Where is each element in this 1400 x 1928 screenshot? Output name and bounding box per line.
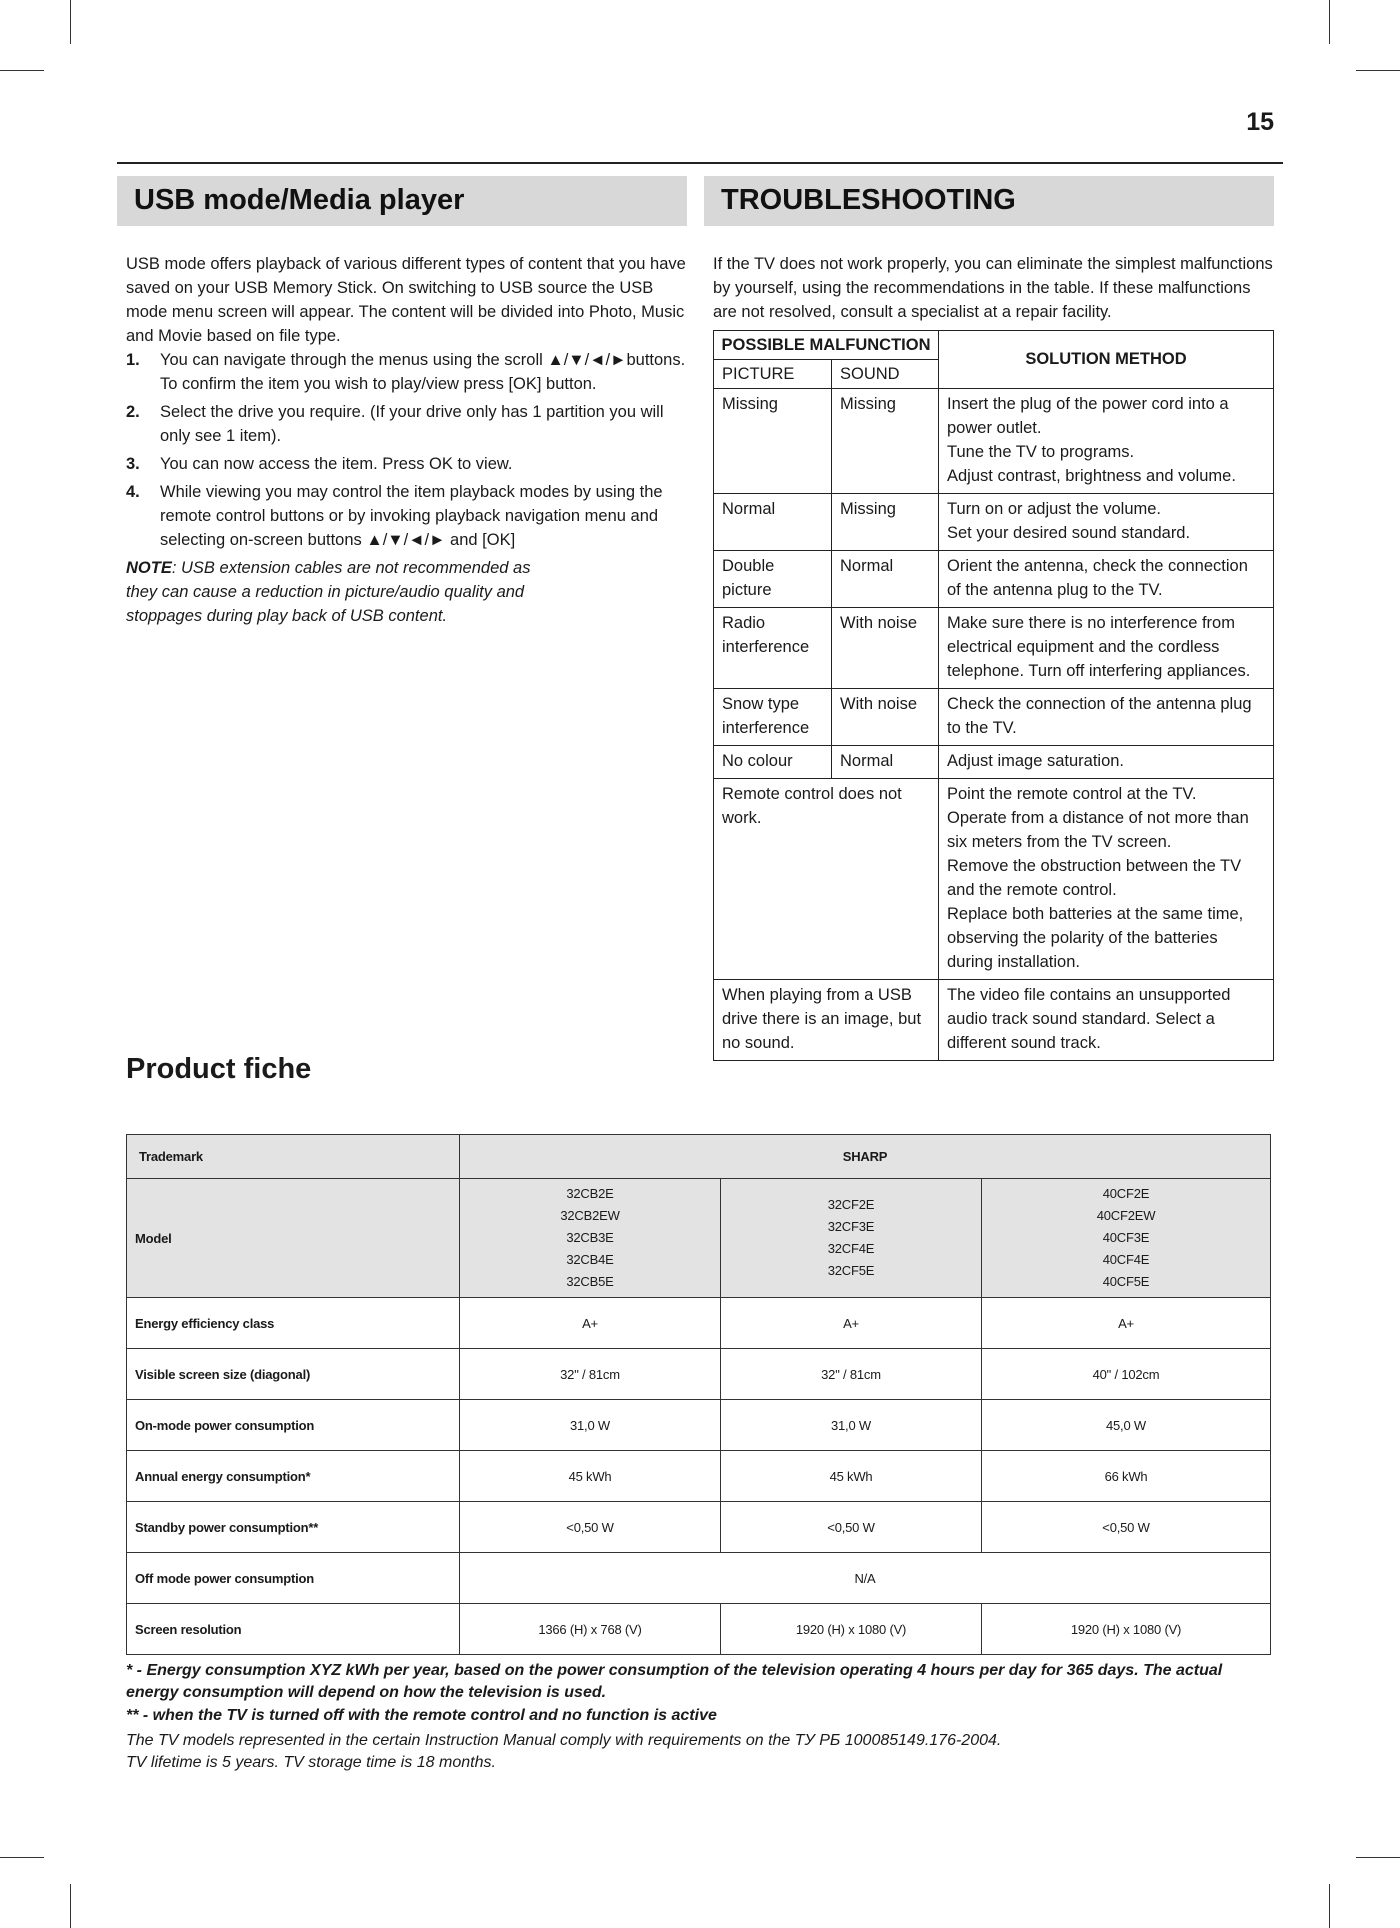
step-number: 3.	[126, 455, 140, 473]
spec-label: Energy efficiency class	[127, 1298, 460, 1349]
table-header-row	[714, 331, 1274, 360]
model-cell: 32CB2E 32CB2EW 32CB3E 32CB4E 32CB5E	[460, 1179, 721, 1298]
product-fiche-table	[126, 1134, 1271, 1655]
table-row	[714, 389, 1274, 494]
spec-value: A+	[982, 1298, 1271, 1349]
footnote-annual-energy: * - Energy consumption XYZ kWh per year, based on the power consumption of the television operating 4 hours per day for 365 days. The actual energy consumption will depend on how the television is used.	[126, 1662, 1223, 1701]
sound-cell: Normal	[832, 746, 939, 779]
picture-cell: No colour	[714, 746, 832, 779]
step-number: 4.	[126, 483, 140, 501]
spec-value: 66 kWh	[982, 1451, 1271, 1502]
table-row	[714, 494, 1274, 551]
crop-mark	[1329, 0, 1330, 44]
spec-label: Standby power consumption**	[127, 1502, 460, 1553]
model-cell: 40CF2E 40CF2EW 40CF3E 40CF4E 40CF5E	[982, 1179, 1271, 1298]
spec-value: A+	[460, 1298, 721, 1349]
sound-cell: Missing	[832, 494, 939, 551]
table-row	[714, 980, 1274, 1061]
crop-mark	[70, 1884, 71, 1928]
table-row	[714, 608, 1274, 689]
usb-note	[126, 556, 546, 628]
table-row	[714, 689, 1274, 746]
top-rule	[117, 162, 1283, 164]
picture-header: PICTURE	[714, 360, 832, 389]
solution-cell: The video file contains an unsupported audio track sound standard. Select a different sound track.	[939, 980, 1274, 1061]
spec-row	[127, 1451, 1271, 1502]
step-number: 1.	[126, 351, 140, 369]
usb-steps	[126, 348, 688, 552]
model-row	[127, 1179, 1271, 1298]
usb-heading-bar	[117, 176, 687, 226]
solution-cell: Turn on or adjust the volume. Set your desired sound standard.	[939, 494, 1274, 551]
resolution-value: 1366 (H) x 768 (V)	[460, 1604, 721, 1655]
resolution-value: 1920 (H) x 1080 (V)	[982, 1604, 1271, 1655]
compliance-note: The TV models represented in the certain Instruction Manual comply with requirements on the ТУ РБ 100085149.176-2004.	[126, 1732, 1002, 1749]
trademark-row	[127, 1135, 1271, 1179]
table-row	[714, 551, 1274, 608]
spec-label: On-mode power consumption	[127, 1400, 460, 1451]
picture-cell: Missing	[714, 389, 832, 494]
fiche-footnotes	[126, 1660, 1276, 1774]
crop-mark	[1329, 1884, 1330, 1928]
sound-cell: With noise	[832, 608, 939, 689]
trademark-value: SHARP	[460, 1135, 1271, 1179]
solution-cell: Make sure there is no interference from electrical equipment and the cordless telephone. Turn off interfering appliances.	[939, 608, 1274, 689]
table-row	[714, 746, 1274, 779]
usb-section	[126, 252, 688, 628]
crop-mark	[1356, 70, 1400, 71]
note-label: NOTE	[126, 559, 172, 577]
picture-cell: Radio interference	[714, 608, 832, 689]
troubleshooting-intro: If the TV does not work properly, you can eliminate the simplest malfunctions by yourself, using the recommendations in the table. If these malfunctions are not resolved, consult a specialist at a repair facility.	[713, 255, 1273, 321]
solution-cell: Adjust image saturation.	[939, 746, 1274, 779]
picture-cell: Double picture	[714, 551, 832, 608]
model-cell: 32CF2E 32CF3E 32CF4E 32CF5E	[721, 1179, 982, 1298]
usb-step	[126, 452, 688, 476]
spec-row	[127, 1502, 1271, 1553]
spec-value: 32" / 81cm	[721, 1349, 982, 1400]
sound-cell: Missing	[832, 389, 939, 494]
step-text: Select the drive you require. (If your drive only has 1 partition you will only see 1 item).	[160, 403, 664, 445]
resolution-value: 1920 (H) x 1080 (V)	[721, 1604, 982, 1655]
spec-label: Annual energy consumption*	[127, 1451, 460, 1502]
lifetime-note: TV lifetime is 5 years. TV storage time is 18 months.	[126, 1754, 496, 1771]
sound-cell: With noise	[832, 689, 939, 746]
spec-value: 45 kWh	[460, 1451, 721, 1502]
offmode-row	[127, 1553, 1271, 1604]
spec-row	[127, 1349, 1271, 1400]
spec-value: 45 kWh	[721, 1451, 982, 1502]
spec-value: <0,50 W	[460, 1502, 721, 1553]
crop-mark	[70, 0, 71, 44]
usb-step	[126, 348, 688, 396]
solution-cell: Point the remote control at the TV. Operate from a distance of not more than six meters from the TV screen. Remove the obstruction between the TV and the remote control. Replace both batteries at the same time, observing the polarity of the batteries during installation.	[939, 779, 1274, 980]
picture-cell: Normal	[714, 494, 832, 551]
spec-value: A+	[721, 1298, 982, 1349]
usb-step	[126, 480, 688, 552]
step-number: 2.	[126, 403, 140, 421]
offmode-label: Off mode power consumption	[127, 1553, 460, 1604]
spec-value: 32" / 81cm	[460, 1349, 721, 1400]
solution-cell: Insert the plug of the power cord into a power outlet. Tune the TV to programs. Adjust contrast, brightness and volume.	[939, 389, 1274, 494]
solution-cell: Orient the antenna, check the connection of the antenna plug to the TV.	[939, 551, 1274, 608]
spec-row	[127, 1298, 1271, 1349]
spec-value: 31,0 W	[721, 1400, 982, 1451]
spec-value: <0,50 W	[982, 1502, 1271, 1553]
table-row	[714, 779, 1274, 980]
usb-heading: USB mode/Media player	[134, 184, 465, 216]
crop-mark	[0, 70, 44, 71]
step-text: You can now access the item. Press OK to view.	[160, 455, 513, 473]
product-fiche-title: Product fiche	[126, 1053, 312, 1085]
spec-row	[127, 1400, 1271, 1451]
crop-mark	[1356, 1857, 1400, 1858]
troubleshooting-heading-bar	[704, 176, 1274, 226]
spec-label: Visible screen size (diagonal)	[127, 1349, 460, 1400]
footnote-standby: ** - when the TV is turned off with the remote control and no function is active	[126, 1707, 717, 1724]
spec-value: 45,0 W	[982, 1400, 1271, 1451]
picture-cell: Snow type interference	[714, 689, 832, 746]
malfunction-cell: Remote control does not work.	[714, 779, 939, 980]
sound-cell: Normal	[832, 551, 939, 608]
page-number: 15	[1246, 108, 1274, 136]
malfunction-cell: When playing from a USB drive there is an image, but no sound.	[714, 980, 939, 1061]
resolution-label: Screen resolution	[127, 1604, 460, 1655]
step-text: You can navigate through the menus using the scroll ▲/▼/◄/►buttons. To confirm the item you wish to play/view press [OK] button.	[160, 351, 686, 393]
trademark-label: Trademark	[127, 1135, 460, 1179]
crop-mark	[0, 1857, 44, 1858]
solution-cell: Check the connection of the antenna plug to the TV.	[939, 689, 1274, 746]
usb-step	[126, 400, 688, 448]
model-label: Model	[127, 1179, 460, 1298]
sound-header: SOUND	[832, 360, 939, 389]
troubleshooting-heading: TROUBLESHOOTING	[721, 184, 1016, 216]
spec-value: 31,0 W	[460, 1400, 721, 1451]
note-text: : USB extension cables are not recommended as they can cause a reduction in picture/audio quality and stoppages during play back of USB content.	[126, 559, 531, 625]
usb-intro: USB mode offers playback of various different types of content that you have saved on your USB Memory Stick. On switching to USB source the USB mode menu screen will appear. The content will be divided into Photo, Music and Movie based on file type.	[126, 255, 686, 345]
solution-header: SOLUTION METHOD	[939, 331, 1274, 389]
spec-value: <0,50 W	[721, 1502, 982, 1553]
offmode-value: N/A	[460, 1553, 1271, 1604]
step-text: While viewing you may control the item playback modes by using the remote control buttons or by invoking playback navigation menu and selecting on-screen buttons ▲/▼/◄/► and [OK]	[160, 483, 663, 549]
resolution-row	[127, 1604, 1271, 1655]
malfunction-header: POSSIBLE MALFUNCTION	[714, 331, 939, 360]
spec-value: 40" / 102cm	[982, 1349, 1271, 1400]
troubleshooting-table	[713, 330, 1274, 1061]
